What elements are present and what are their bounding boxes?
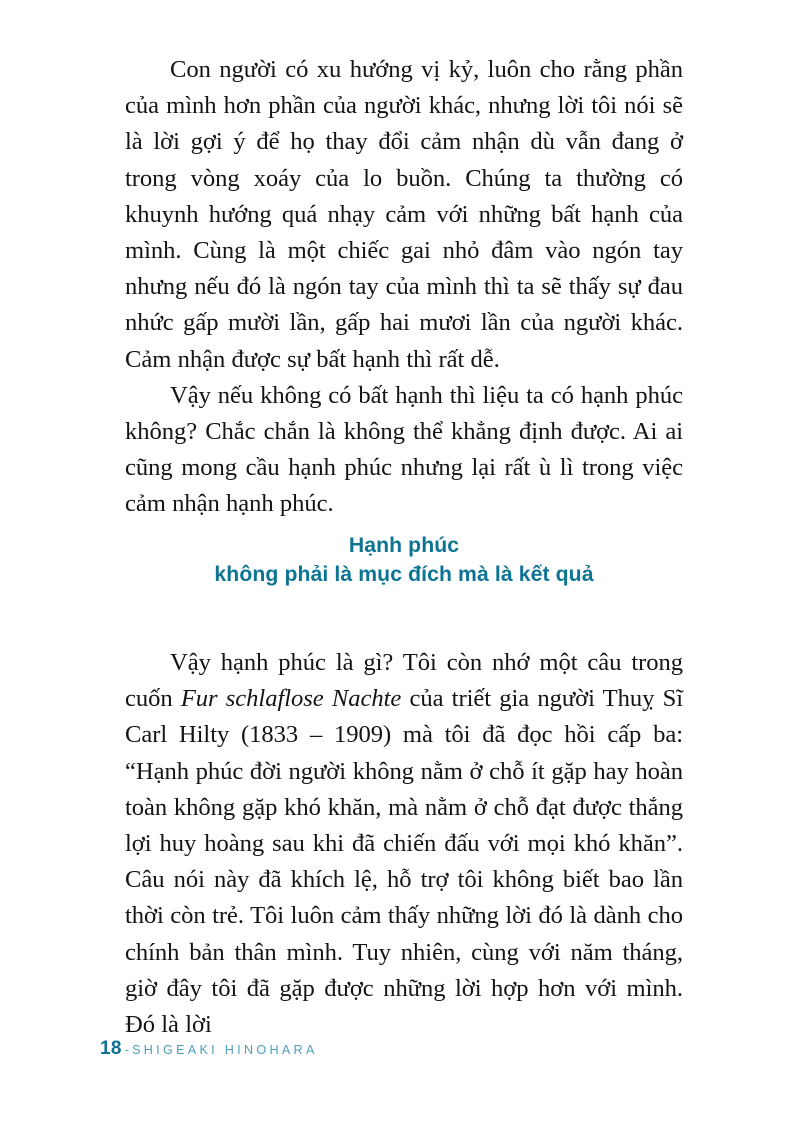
paragraph-2: Vậy nếu không có bất hạnh thì liệu ta có hạnh phúc không? Chắc chắn là không thể khẳng định được. Ai ai cũng mong cầu hạnh phúc nhưng lại rất ù lì trong việc cảm nhận hạnh phúc. [125,381,683,518]
footer-separator: - [124,1042,130,1057]
section-heading-line-1: Hạnh phúc [348,534,460,557]
lower-body-text [125,645,683,1043]
section-heading [125,531,683,589]
page-footer [100,1038,318,1060]
paragraph-1: Con người có xu hướng vị kỷ, luôn cho rằng phần của mình hơn phần của người khác, nhưng lời tôi nói sẽ là lời gợi ý để họ thay đổi cảm nhận dù vẫn đang ở trong vòng xoáy của lo buồn. Chúng ta thường có khuynh hướng quá nhạy cảm với những bất hạnh của mình. Cùng là một chiếc gai nhỏ đâm vào ngón tay nhưng nếu đó là ngón tay của mình thì ta sẽ thấy sự đau nhức gấp mười lần, gấp hai mươi lần của người khác. Cảm nhận được sự bất hạnh thì rất dễ. [125,56,683,373]
footer-author-name: SHIGEAKI HINOHARA [132,1043,318,1057]
paragraph-3 [125,645,683,1043]
upper-body-text [125,52,683,523]
paragraph-3-tail: của triết gia người Thuỵ Sĩ Carl Hilty (1833 – 1909) mà tôi đã đọc hồi cấp ba: “Hạnh phúc đời người không nằm ở chỗ ít gặp hay hoàn toàn không gặp khó khăn, mà nằm ở chỗ đạt được thắng lợi huy hoàng sau khi đã chiến đấu với mọi khó khăn”. Câu nói này đã khích lệ, hỗ trợ tôi không biết bao lần thời còn trẻ. Tôi luôn cảm thấy những lời đó là dành cho chính bản thân mình. Tuy nhiên, cùng với năm tháng, giờ đây tôi đã gặp được những lời hợp hơn với mình. Đó là lời [125,685,683,1039]
paragraph-3-lead: Vậy hạnh phúc là gì? Tôi còn nhớ một câu trong cuốn [125,649,683,713]
section-heading-line-2: không phải là mục đích mà là kết quả [214,563,594,586]
book-title-italic: Fur schlaflose Nachte [180,685,402,713]
page-number: 18 [100,1038,122,1059]
